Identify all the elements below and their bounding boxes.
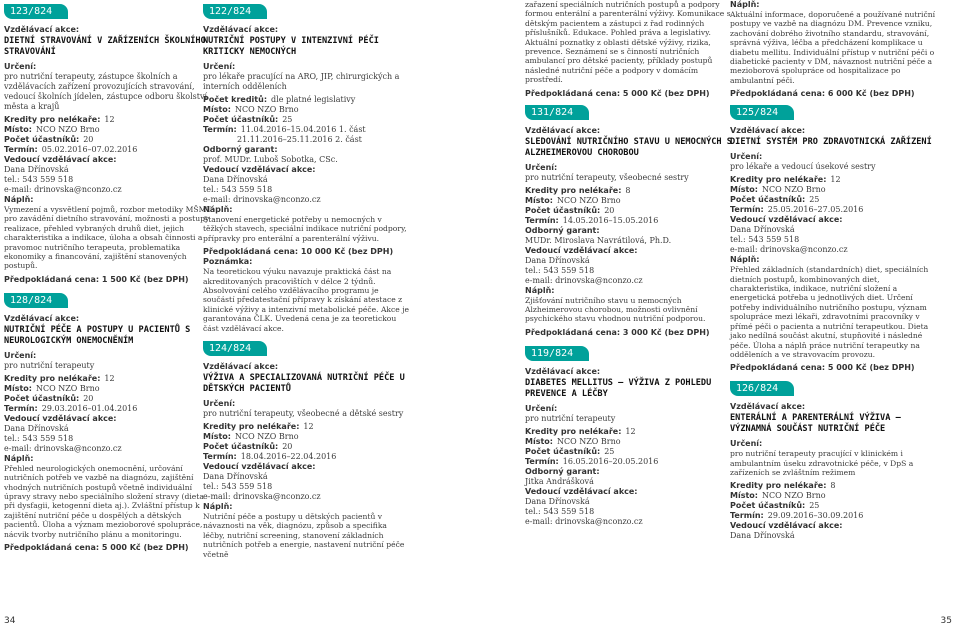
napln-text: Stanovení energetické potřeby u nemocných v těžkých stavech, speciální indikace nutriční podpory, přípravky pro enterální a parenterální výživu. xyxy=(203,215,407,243)
price: Předpokládaná cena: 6 000 Kč (bez DPH) xyxy=(730,89,915,99)
vedouci-label: Vedoucí vzdělávací akce: xyxy=(525,486,638,496)
napln-text: Vymezení a vysvětlení pojmů, rozbor metodiky MŠMT pro zavádění dietního stravování, možnosti a postupy realizace, přehled vybraných druhů diet, jejich charakteristika a indikace, úloha a obsah činnosti a pravomoc nutričního terapeuta, problematika ekonomiky a financování, zajištění stanovených postupů. xyxy=(4,205,212,271)
napln-text: Nutriční péče a postupy u dětských pacientů v návaznosti na věk, diagnózu, způsob a specifika léčby, nutriční screening, stanovení základních nutričních potřeb a energie, nastavení nutriční péče včetně xyxy=(203,512,405,559)
page-number-right: 35 xyxy=(940,616,952,626)
napln-label: Náplň: xyxy=(730,0,760,9)
termin-value: 25.05.2016–27.05.2016 xyxy=(767,205,864,215)
phone: tel.: 543 559 518 xyxy=(4,433,74,443)
ucast-label: Počet účastníků: xyxy=(525,205,601,215)
termin-value: 16.05.2016–20.05.2016 xyxy=(562,456,659,466)
napln-label: Náplň: xyxy=(730,255,760,265)
napln-label: Náplň: xyxy=(4,453,34,463)
price: Předpokládaná cena: 5 000 Kč (bez DPH) xyxy=(4,543,189,553)
termin-value: 18.04.2016–22.04.2016 xyxy=(240,452,337,462)
vedouci-name: Dana Dřínovská xyxy=(525,255,590,265)
garant-label: Odborný garant: xyxy=(525,466,600,476)
termin-value: 14.05.2016–15.05.2016 xyxy=(562,215,659,225)
misto-label: Místo: xyxy=(4,383,32,393)
termin-value: 29.09.2016–30.09.2016 xyxy=(767,510,864,520)
urceni-text: pro nutriční terapeuty, zástupce školních a vzdělávacích zařízení provozujících stravování, vedoucí školních jídelen, zástupce odboru školství města a krajů xyxy=(4,72,208,111)
email[interactable]: e-mail: drinovska@nconzo.cz xyxy=(203,195,321,204)
kredity-label: Kredity pro nelékaře: xyxy=(730,175,827,185)
label-urceni: Určení: xyxy=(525,162,558,172)
garant-label: Odborný garant: xyxy=(525,225,600,235)
ucast-label: Počet účastníků: xyxy=(4,393,80,403)
garant-label: Odborný garant: xyxy=(203,145,278,154)
course-title: NUTRIČNÍ PÉČE A POSTUPY U PACIENTŮ S NEUROLOGICKÝM ONEMOCNĚNÍM xyxy=(4,324,191,346)
garant-name: Jitka Andrášková xyxy=(525,476,594,486)
urceni-text: pro nutriční terapeuty, všeobecné a dětské sestry xyxy=(203,409,404,419)
course-title: ENTERÁLNÍ A PARENTERÁLNÍ VÝŽIVA – VÝZNAMNÁ SOUČÁST NUTRIČNÍ PÉČE xyxy=(730,413,901,435)
termin-value-2: 21.11.2016–25.11.2016 2. část xyxy=(237,135,362,144)
termin-label: Termín: xyxy=(203,125,237,134)
vedouci-name: Dana Dřínovská xyxy=(4,423,69,433)
vedouci-name: Dana Dřínovská xyxy=(203,472,268,482)
course-code-badge: 124/824 xyxy=(203,341,267,356)
kredity-label: Kredity pro nelékaře: xyxy=(203,422,300,432)
vedouci-label: Vedoucí vzdělávací akce: xyxy=(4,155,117,164)
ucast-label: Počet účastníků: xyxy=(730,195,806,205)
urceni-text: pro lékaře a vedoucí úsekové sestry xyxy=(730,162,876,172)
kredity-value: 12 xyxy=(625,426,636,436)
course-code-badge: 131/824 xyxy=(525,105,589,120)
ucast-label: Počet účastníků: xyxy=(203,442,279,452)
course-title: DIETNÍ SYSTÉM PRO ZDRAVOTNICKÁ ZAŘÍZENÍ xyxy=(730,137,932,148)
misto-label: Místo: xyxy=(525,195,553,205)
label-urceni: Určení: xyxy=(4,62,37,71)
ucast-label: Počet účastníků: xyxy=(730,500,806,510)
ucast-value: 25 xyxy=(809,500,820,510)
price: Předpokládaná cena: 5 000 Kč (bez DPH) xyxy=(525,88,710,98)
vedouci-name: Dana Dřínovská xyxy=(730,530,795,540)
termin-label: Termín: xyxy=(730,205,764,215)
ucast-value: 25 xyxy=(282,115,293,124)
termin-value: 29.03.2016–01.04.2016 xyxy=(41,403,138,413)
misto-label: Místo: xyxy=(4,125,32,134)
vedouci-label: Vedoucí vzdělávací akce: xyxy=(4,413,117,423)
course-code-badge: 128/824 xyxy=(4,293,68,308)
napln-text: Přehled základních (standardních) diet, speciálních dietních postupů, kombinovaných diet, charakteristika, indikace, nutriční složení a energetická potřeba u jednotlivých diet. Určení potřeby individuálního nutričního postupu, význam spolupráce mezi lékaři, zdravotními pracovníky v přímé péči o pacienta a nutriční terapeutkou. Dieta jako nedílná součást akutní, stupňovité i následné péče. Úloha a náplň práce nutriční terapeutky na odděleních a ve stravovacím provozu. xyxy=(730,265,929,359)
course-title: SLEDOVÁNÍ NUTRIČNÍHO STAVU U NEMOCNÝCH S ALZHEIMEROVOU CHOROBOU xyxy=(525,136,732,158)
label-akce: Vzdělávací akce: xyxy=(730,402,806,412)
napln-continued: Aktuální informace, doporučené a používané nutriční postupy ve vazbě na diagnózu DM. Prevence vzniku, zachování dobrého životního standardu, stravování, správná výživa, léčba a předcházení komplikace u diabetu mellitu. Individuální přístup v nutriční péči o diabetické pacienty v DM, návaznost nutriční péče a mezioborová spolupráce od hospitalizace po ambulantní péči. xyxy=(730,10,936,85)
ucast-value: 20 xyxy=(282,442,293,452)
label-akce: Vzdělávací akce: xyxy=(730,126,806,136)
misto-value: NCO NZO Brno xyxy=(761,185,826,195)
garant-name: MUDr. Miroslava Navrátilová, Ph.D. xyxy=(525,235,672,245)
napln-label: Náplň: xyxy=(203,205,233,214)
kredity-value: 12 xyxy=(830,175,841,185)
napln-label: Náplň: xyxy=(203,502,233,512)
ucast-value: 25 xyxy=(809,195,820,205)
column-2 xyxy=(203,0,411,559)
label-akce: Vzdělávací akce: xyxy=(525,366,601,376)
kredity-value: 8 xyxy=(830,480,836,490)
vedouci-label: Vedoucí vzdělávací akce: xyxy=(730,215,843,225)
napln-text: Zjišťování nutričního stavu u nemocných Alzheimerovou chorobou, možnosti ovlivnění psychického stavu vhodnou nutriční podporou. xyxy=(525,295,706,324)
vedouci-label: Vedoucí vzdělávací akce: xyxy=(203,165,316,174)
price: Předpokládaná cena: 5 000 Kč (bez DPH) xyxy=(730,363,915,373)
vedouci-name: Dana Dřínovská xyxy=(525,496,590,506)
vedouci-label: Vedoucí vzdělávací akce: xyxy=(730,520,843,530)
napln-label: Náplň: xyxy=(525,285,555,295)
termin-label: Termín: xyxy=(4,403,38,413)
termin-label: Termín: xyxy=(525,215,559,225)
vedouci-name: Dana Dřínovská xyxy=(203,175,268,184)
kredity-value: 12 xyxy=(104,115,115,124)
ucast-label: Počet účastníků: xyxy=(4,135,80,144)
column-4 xyxy=(730,0,938,541)
price: Předpokládaná cena: 1 500 Kč (bez DPH) xyxy=(4,274,189,284)
misto-value: NCO NZO Brno xyxy=(761,490,826,500)
termin-label: Termín: xyxy=(4,145,38,154)
ucast-value: 20 xyxy=(83,135,94,144)
course-code-badge: 123/824 xyxy=(4,4,68,19)
label-urceni: Určení: xyxy=(203,399,236,409)
label-urceni: Určení: xyxy=(525,403,558,413)
misto-value: NCO NZO Brno xyxy=(234,432,299,442)
vedouci-name: Dana Dřínovská xyxy=(4,165,69,174)
phone: tel.: 543 559 518 xyxy=(203,185,273,194)
phone: tel.: 543 559 518 xyxy=(730,235,800,245)
email[interactable]: e-mail: drinovska@nconzo.cz xyxy=(525,275,643,285)
label-urceni: Určení: xyxy=(730,439,763,449)
column-1 xyxy=(4,0,212,553)
misto-label: Místo: xyxy=(203,105,231,114)
misto-value: NCO NZO Brno xyxy=(35,125,100,134)
termin-label: Termín: xyxy=(730,510,764,520)
label-urceni: Určení: xyxy=(203,62,236,71)
kredity-value: dle platné legislativy xyxy=(271,95,356,104)
price: Předpokládaná cena: 10 000 Kč (bez DPH) xyxy=(203,247,394,257)
course-title: VÝŽIVA A SPECIALIZOVANÁ NUTRIČNÍ PÉČE U DĚTSKÝCH PACIENTŮ xyxy=(203,373,405,395)
course-title: DIABETES MELLITUS – VÝŽIVA Z POHLEDU PREVENCE A LÉČBY xyxy=(525,377,712,399)
urceni-text: pro nutriční terapeuty xyxy=(4,360,95,370)
napln-continued: zařazení speciálních nutričních postupů a podpory formou enterální a parenterální výživy. Komunikace s dětským pacientem a zástupci z řad rodinných příslušníků. Edukace. Pohled práva a legislativy. Aktuální poznatky z oblasti dětské výživy, rizika, prevence. Seznámení se s činností nutričních ambulancí pro dětské pacienty, příklady postupů následné nutriční péče a podpory v domácím prostředí. xyxy=(525,0,731,85)
misto-label: Místo: xyxy=(203,432,231,442)
urceni-text: pro nutriční terapeuty pracující v klinickém i ambulantním úseku zdravotnické péče, v DpS a zařízeních se zvláštním režimem xyxy=(730,449,914,478)
course-title: NUTRIČNÍ POSTUPY V INTENZIVNÍ PÉČI KRITICKY NEMOCNÝCH xyxy=(203,36,379,57)
course-code-badge: 125/824 xyxy=(730,105,794,120)
garant-name: prof. MUDr. Luboš Sobotka, CSc. xyxy=(203,155,338,164)
kredity-label: Kredity pro nelékaře: xyxy=(525,426,622,436)
email[interactable]: e-mail: drinovska@nconzo.cz xyxy=(203,492,321,502)
vedouci-label: Vedoucí vzdělávací akce: xyxy=(525,245,638,255)
ucast-label: Počet účastníků: xyxy=(525,446,601,456)
misto-value: NCO NZO Brno xyxy=(556,195,621,205)
label-akce: Vzdělávací akce: xyxy=(4,25,80,34)
email[interactable]: e-mail: drinovska@nconzo.cz xyxy=(4,443,122,453)
vedouci-name: Dana Dřínovská xyxy=(730,225,795,235)
ucast-value: 20 xyxy=(83,393,94,403)
label-akce: Vzdělávací akce: xyxy=(4,313,80,323)
email[interactable]: e-mail: drinovska@nconzo.cz xyxy=(525,516,643,526)
phone: tel.: 543 559 518 xyxy=(525,265,595,275)
label-akce: Vzdělávací akce: xyxy=(525,125,601,135)
ucast-value: 20 xyxy=(604,205,615,215)
course-code-badge: 119/824 xyxy=(525,346,589,361)
termin-value: 05.02.2016–07.02.2016 xyxy=(41,145,138,154)
email[interactable]: e-mail: drinovska@nconzo.cz xyxy=(4,185,122,194)
urceni-text: pro nutriční terapeuty, všeobecné sestry xyxy=(525,172,689,182)
kredity-value: 12 xyxy=(104,373,115,383)
poznamka-text: Na teoretickou výuku navazuje praktická část na akreditovaných pracovištích v délce 2 týdnů. Absolvování celého vzdělávacího programu je součástí předatestační přípravy k získání atestace z klinické výživy a intenzivní metabolické péče. Akce je garantována ČLK. Uvedená cena je za teoretickou část vzdělávací akce. xyxy=(203,267,410,333)
course-code-badge: 126/824 xyxy=(730,381,794,396)
label-akce: Vzdělávací akce: xyxy=(203,362,279,372)
termin-label: Termín: xyxy=(525,456,559,466)
label-urceni: Určení: xyxy=(4,350,37,360)
page-number-left: 34 xyxy=(4,616,16,626)
urceni-text: pro lékaře pracující na ARO, JIP, chirurgických a interních odděleních xyxy=(203,72,400,91)
termin-value: 11.04.2016–15.04.2016 1. část xyxy=(240,125,366,134)
kredity-label: Kredity pro nelékaře: xyxy=(730,480,827,490)
vedouci-label: Vedoucí vzdělávací akce: xyxy=(203,462,316,472)
label-urceni: Určení: xyxy=(730,152,763,162)
termin-label: Termín: xyxy=(203,452,237,462)
column-3 xyxy=(525,0,733,527)
misto-label: Místo: xyxy=(525,436,553,446)
misto-value: NCO NZO Brno xyxy=(234,105,299,114)
price: Předpokládaná cena: 3 000 Kč (bez DPH) xyxy=(525,327,710,337)
misto-value: NCO NZO Brno xyxy=(35,383,100,393)
kredity-label: Počet kreditů: xyxy=(203,95,268,104)
misto-value: NCO NZO Brno xyxy=(556,436,621,446)
email[interactable]: e-mail: drinovska@nconzo.cz xyxy=(730,245,848,255)
poznamka-label: Poznámka: xyxy=(203,257,253,267)
napln-text: Přehled neurologických onemocnění, určování nutričních potřeb ve vazbě na diagnózu, zajištění vhodných nutričních postupů včetně individuální úpravy stravy nebo speciálního složení stravy (dieta při dysfagii, ketogenní dieta aj.). Zvláštní přístup k zajištění nutriční péče u dospělých a dětských pacientů. Úloha a význam mezioborové spolupráce, nácvik tvorby nutričního plánu a monitoringu. xyxy=(4,463,204,539)
urceni-text: pro nutriční terapeuty xyxy=(525,413,616,423)
course-code-badge: 122/824 xyxy=(203,4,267,19)
kredity-label: Kredity pro nelékaře: xyxy=(4,373,101,383)
label-akce: Vzdělávací akce: xyxy=(203,25,279,34)
course-title: DIETNÍ STRAVOVÁNÍ V ZAŘÍZENÍCH ŠKOLNÍHO STRAVOVÁNÍ xyxy=(4,36,206,57)
kredity-value: 12 xyxy=(303,422,314,432)
phone: tel.: 543 559 518 xyxy=(203,482,273,492)
misto-label: Místo: xyxy=(730,185,758,195)
kredity-label: Kredity pro nelékaře: xyxy=(525,185,622,195)
misto-label: Místo: xyxy=(730,490,758,500)
napln-label: Náplň: xyxy=(4,195,34,204)
ucast-label: Počet účastníků: xyxy=(203,115,279,124)
ucast-value: 25 xyxy=(604,446,615,456)
kredity-label: Kredity pro nelékaře: xyxy=(4,115,101,124)
phone: tel.: 543 559 518 xyxy=(4,175,74,184)
phone: tel.: 543 559 518 xyxy=(525,506,595,516)
kredity-value: 8 xyxy=(625,185,631,195)
